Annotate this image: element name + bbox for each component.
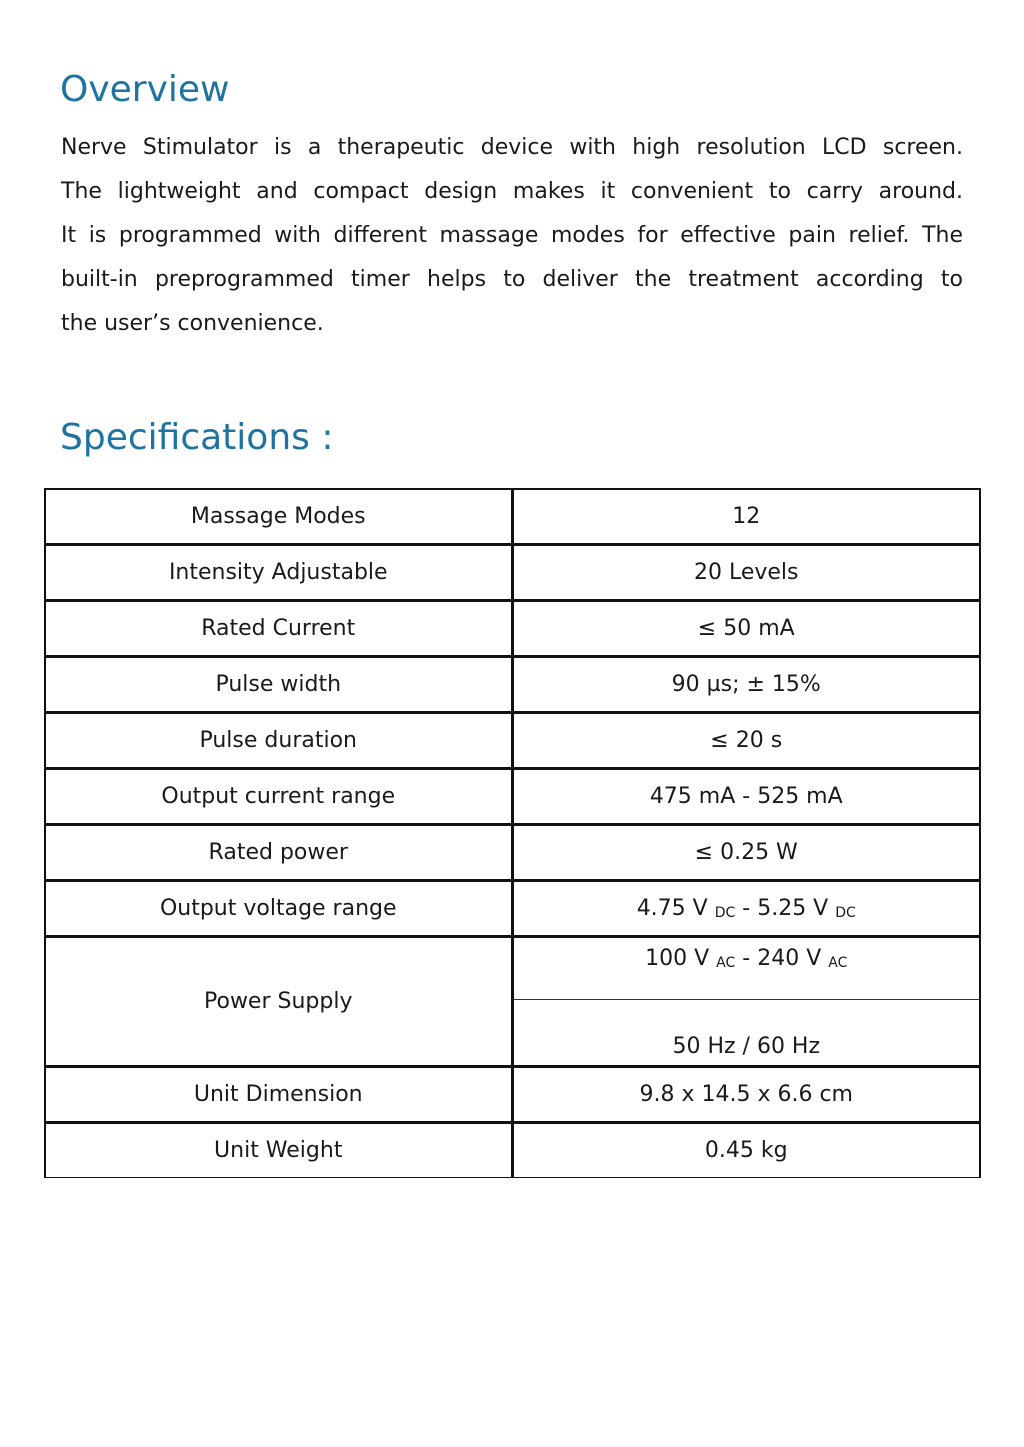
overview-line: The lightweight and compact design makes it convenient to carry around. [61,179,963,204]
spec-value: 9.8 x 14.5 x 6.6 cm [512,1067,980,1123]
spec-value: ≤ 0.25 W [512,825,980,881]
value-subscript: AC [716,955,736,971]
spec-value: ≤ 50 mA [512,601,980,657]
spec-label: Output voltage range [45,881,512,937]
specifications-heading: Specifications : [60,417,334,458]
value-text: - 5.25 V [735,896,829,921]
spec-value: 90 µs; ± 15% [512,657,980,713]
table-row [45,825,980,881]
spec-value: 0.45 kg [512,1123,980,1178]
spec-value: 20 Levels [512,545,980,601]
value-subscript: DC [835,905,856,921]
table-row [45,1123,980,1178]
spec-label: Unit Dimension [45,1067,512,1123]
spec-value: ≤ 20 s [512,713,980,769]
spec-value: 12 [512,489,980,545]
spec-value [512,881,980,937]
spec-value: 50 Hz / 60 Hz [512,1000,980,1067]
spec-label: Output current range [45,769,512,825]
table-row [45,937,980,1000]
table-row [45,601,980,657]
table-row [45,713,980,769]
value-text: 4.75 V [636,896,708,921]
table-row [45,489,980,545]
value-text: 100 V [645,946,710,971]
spec-label: Power Supply [45,937,512,1067]
overview-paragraph [61,126,963,346]
spec-label: Massage Modes [45,489,512,545]
spec-value: 475 mA - 525 mA [512,769,980,825]
table-row [45,657,980,713]
spec-label: Unit Weight [45,1123,512,1178]
overview-heading: Overview [60,69,230,110]
value-subscript: DC [714,905,736,921]
spec-label: Pulse duration [45,713,512,769]
spec-label: Rated power [45,825,512,881]
overview-line: It is programmed with different massage modes for effective pain relief. The [61,223,963,248]
spec-label: Pulse width [45,657,512,713]
table-row [45,881,980,937]
overview-line: built-in preprogrammed timer helps to deliver the treatment according to [61,267,963,292]
spec-label: Rated Current [45,601,512,657]
spec-label: Intensity Adjustable [45,545,512,601]
value-text: - 240 V [735,946,822,971]
value-subscript: AC [828,955,848,971]
table-row [45,769,980,825]
overview-line: the user’s convenience. [61,311,324,336]
specifications-table [44,488,981,1178]
table-row [45,545,980,601]
table-row [45,1067,980,1123]
overview-line: Nerve Stimulator is a therapeutic device with high resolution LCD screen. [61,135,963,160]
spec-value [512,937,980,1000]
